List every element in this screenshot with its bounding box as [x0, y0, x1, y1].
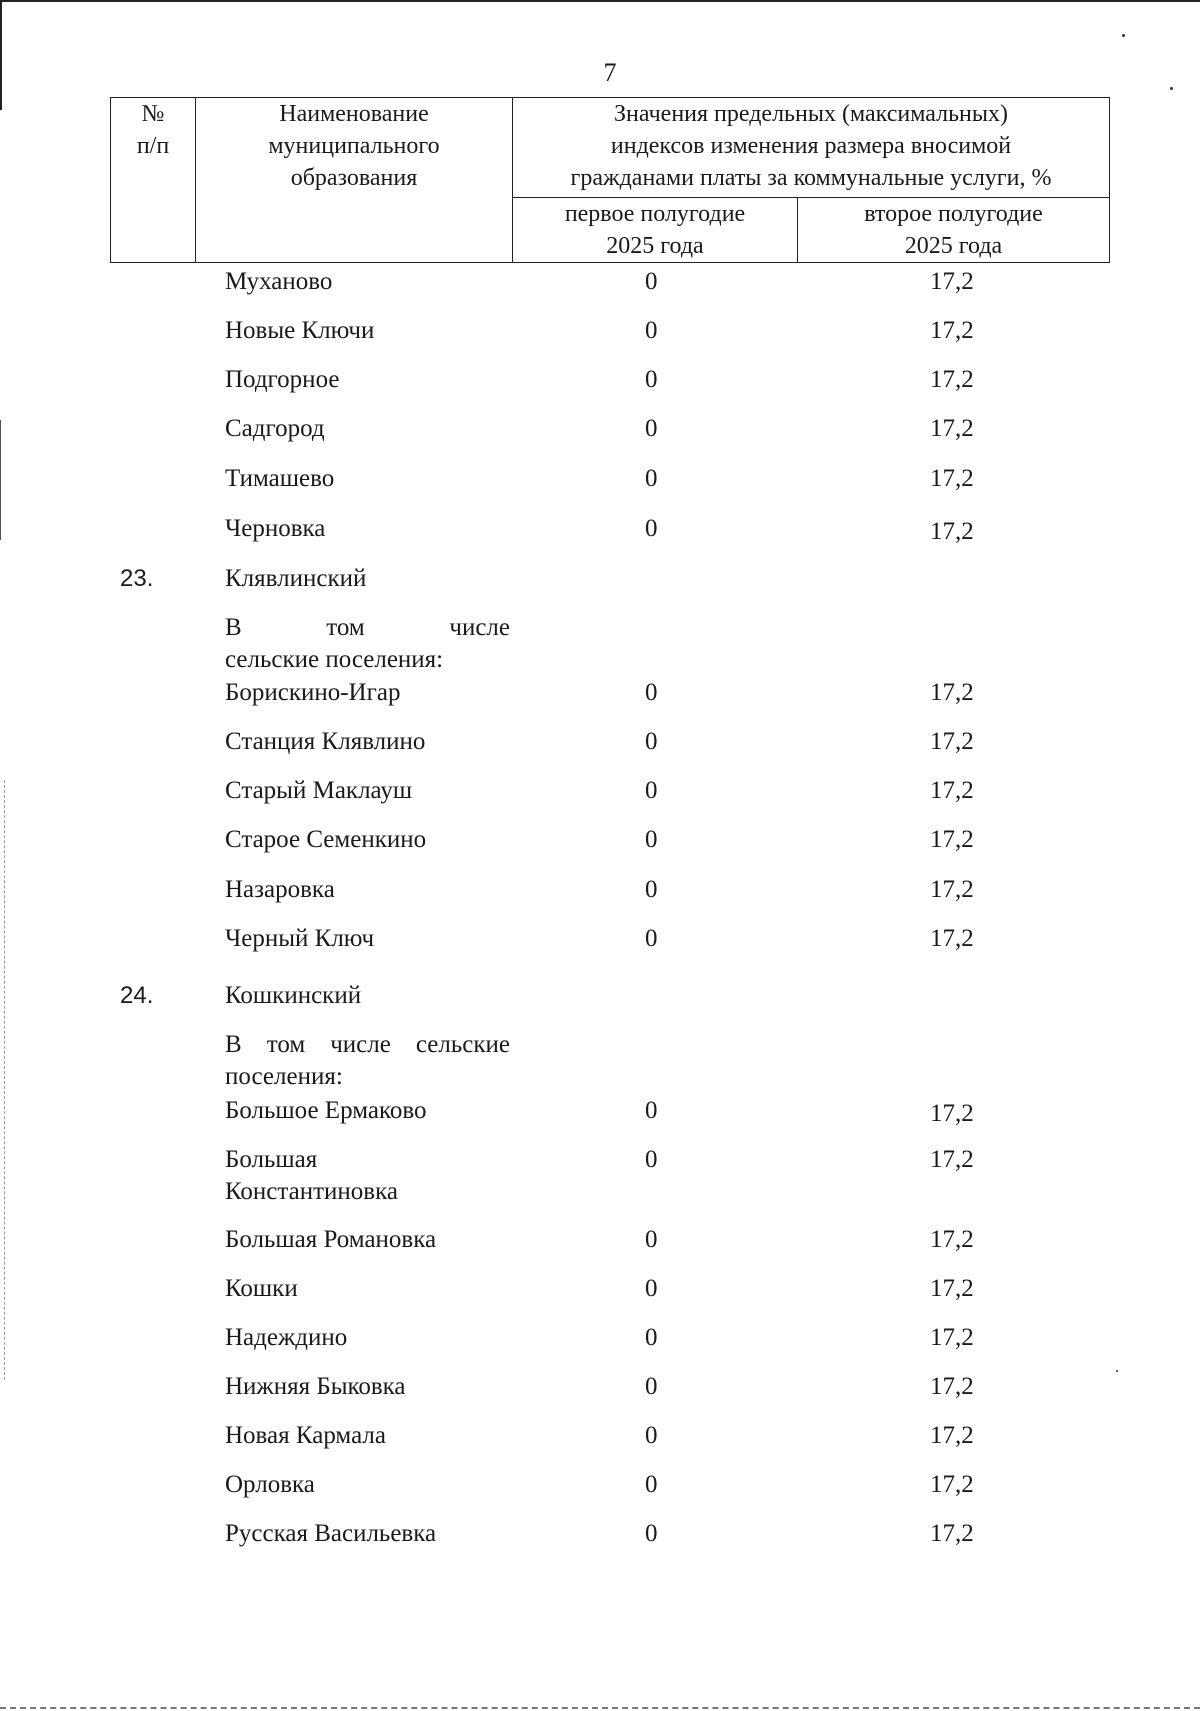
- row-name: Черновка: [225, 515, 326, 542]
- row-value-first-half: 0: [645, 1226, 658, 1253]
- row-value-first-half: 0: [645, 465, 658, 492]
- scan-border-bottom: [0, 1707, 1200, 1709]
- header-col-number: № п/п: [111, 98, 196, 263]
- row-name: Старое Семенкино: [225, 826, 427, 853]
- row-name: Надеждино: [225, 1324, 348, 1351]
- row-value-second-half: 17,2: [930, 679, 974, 706]
- row-number: 23.: [120, 565, 154, 592]
- row-value-first-half: 0: [645, 1471, 658, 1498]
- row-value-second-half: 17,2: [930, 366, 974, 393]
- header-sub-first-half: первое полугодие 2025 года: [513, 198, 798, 263]
- row-name: Черный Ключ: [225, 925, 375, 952]
- row-value-first-half: 0: [645, 1097, 658, 1124]
- row-name: Большое Ермаково: [225, 1097, 427, 1124]
- row-value-second-half: 17,2: [930, 728, 974, 755]
- page-number: 7: [603, 58, 617, 87]
- row-value-first-half: 0: [645, 515, 658, 542]
- row-name: Большая Константиновка: [225, 1146, 398, 1205]
- row-value-first-half: 0: [645, 1373, 658, 1400]
- row-value-second-half: 17,2: [930, 1100, 974, 1127]
- row-value-second-half: 17,2: [930, 1324, 974, 1351]
- scan-border-left-mark: [0, 420, 1, 540]
- row-name: Тимашево: [225, 465, 335, 492]
- scan-border-left-dashes: [4, 780, 6, 1380]
- row-value-first-half: 0: [645, 1275, 658, 1302]
- scan-border-top: [0, 0, 1200, 2]
- row-value-first-half: 0: [645, 1422, 658, 1449]
- row-value-second-half: 17,2: [930, 518, 974, 545]
- row-value-first-half: 0: [645, 679, 658, 706]
- row-value-second-half: 17,2: [930, 415, 974, 442]
- row-name: Борискино-Игар: [225, 679, 401, 706]
- row-name: В том числе сельские поселения:: [225, 614, 510, 673]
- row-value-first-half: 0: [645, 826, 658, 853]
- row-name: Подгорное: [225, 366, 340, 393]
- row-value-first-half: 0: [645, 415, 658, 442]
- row-value-first-half: 0: [645, 1520, 658, 1547]
- row-name: Орловка: [225, 1471, 315, 1498]
- row-value-second-half: 17,2: [930, 1471, 974, 1498]
- row-value-second-half: 17,2: [930, 268, 974, 295]
- row-value-first-half: 0: [645, 366, 658, 393]
- row-value-second-half: 17,2: [930, 317, 974, 344]
- row-value-first-half: 0: [645, 317, 658, 344]
- row-value-first-half: 0: [645, 1146, 658, 1173]
- row-name: Новая Кармала: [225, 1422, 386, 1449]
- header-col-name: Наименование муниципального образования: [196, 98, 513, 263]
- row-name: Назаровка: [225, 876, 335, 903]
- row-value-second-half: 17,2: [930, 925, 974, 952]
- row-value-second-half: 17,2: [930, 1226, 974, 1253]
- row-name: Нижняя Быковка: [225, 1373, 406, 1400]
- scan-speck: [1122, 34, 1125, 37]
- row-value-first-half: 0: [645, 1324, 658, 1351]
- row-name: Новые Ключи: [225, 317, 375, 344]
- row-name: Станция Клявлино: [225, 728, 426, 755]
- header-col-values: Значения предельных (максимальных) индексов изменения размера вносимой гражданами платы за коммунальные услуги, %: [513, 98, 1110, 198]
- row-name: Садгород: [225, 415, 325, 442]
- row-name: Кошкинский: [225, 982, 362, 1009]
- row-value-first-half: 0: [645, 777, 658, 804]
- row-name: Большая Романовка: [225, 1226, 437, 1253]
- row-value-first-half: 0: [645, 268, 658, 295]
- row-value-second-half: 17,2: [930, 1146, 974, 1173]
- row-value-first-half: 0: [645, 925, 658, 952]
- row-name: Муханово: [225, 268, 333, 295]
- row-value-second-half: 17,2: [930, 1275, 974, 1302]
- row-value-second-half: 17,2: [930, 465, 974, 492]
- row-name: Кошки: [225, 1275, 298, 1302]
- row-value-second-half: 17,2: [930, 1373, 974, 1400]
- row-name: Старый Маклауш: [225, 777, 413, 804]
- scan-speck: [1116, 1370, 1118, 1372]
- table-header: [110, 97, 1110, 263]
- scan-border-left: [0, 0, 2, 110]
- row-value-first-half: 0: [645, 728, 658, 755]
- row-value-second-half: 17,2: [930, 876, 974, 903]
- row-name: Русская Васильевка: [225, 1520, 437, 1547]
- row-value-second-half: 17,2: [930, 1422, 974, 1449]
- row-name: В том числе сельские поселения:: [225, 1031, 510, 1090]
- header-sub-second-half: второе полугодие 2025 года: [798, 198, 1110, 263]
- row-name: Клявлинский: [225, 565, 367, 592]
- row-number: 24.: [120, 982, 154, 1009]
- row-value-second-half: 17,2: [930, 1520, 974, 1547]
- row-value-first-half: 0: [645, 876, 658, 903]
- row-value-second-half: 17,2: [930, 777, 974, 804]
- row-value-second-half: 17,2: [930, 826, 974, 853]
